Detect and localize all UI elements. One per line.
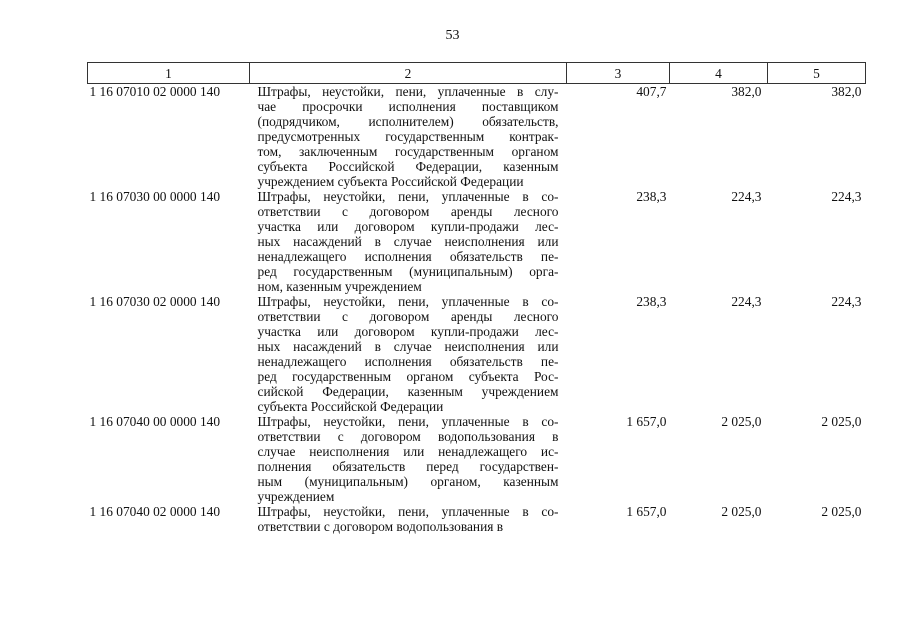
description-line: Штрафы, неустойки, пени, уплаченные в слу-	[257, 84, 559, 99]
amount-column-4-cell: 224,3	[731, 189, 762, 204]
description-line: чае просрочки исполнения поставщиком	[257, 99, 559, 114]
description-line: ред государственным (муниципальным) орга-	[257, 264, 559, 279]
description-line: Штрафы, неустойки, пени, уплаченные в со-	[257, 414, 559, 429]
amount-column-3-cell: 407,7	[636, 84, 667, 99]
amount-column-4-cell: 2 025,0	[721, 504, 762, 519]
budget-code-cell: 1 16 07040 02 0000 140	[89, 504, 221, 519]
description-line: ред государственным органом субъекта Рос-	[257, 369, 559, 384]
header-cell-2: 2	[250, 63, 567, 84]
amount-column-5-cell: 2 025,0	[821, 414, 862, 429]
amount-column-3-cell: 1 657,0	[626, 414, 667, 429]
description-line: ным (муниципальным) органом, казенным	[257, 474, 559, 489]
table-row	[88, 504, 866, 534]
description-line: ном, казенным учреждением	[257, 279, 422, 294]
description-line: ответствии с договором водопользования в	[257, 519, 504, 534]
description-line: Штрафы, неустойки, пени, уплаченные в со-	[257, 189, 559, 204]
amount-column-3-cell: 1 657,0	[626, 504, 667, 519]
description-line: ненадлежащего исполнения обязательств пе-	[257, 354, 559, 369]
description-line: учреждением субъекта Российской Федерации	[257, 174, 524, 189]
table-body	[88, 84, 866, 535]
description-line: полнения обязательств перед государствен-	[257, 459, 559, 474]
amount-column-5-cell: 2 025,0	[821, 504, 862, 519]
description-cell	[250, 504, 567, 534]
page-number: 53	[445, 28, 460, 43]
header-row	[88, 63, 866, 84]
budget-table	[87, 62, 866, 534]
table-row	[88, 84, 866, 190]
amount-column-5-cell: 382,0	[831, 84, 862, 99]
table-row	[88, 294, 866, 414]
budget-code-cell: 1 16 07030 02 0000 140	[89, 294, 221, 309]
amount-column-4-cell: 2 025,0	[721, 414, 762, 429]
description-line: том, заключенным государственным органом	[257, 144, 559, 159]
description-line: (подрядчиком, исполнителем) обязательств,	[257, 114, 559, 129]
amount-column-4-cell: 382,0	[731, 84, 762, 99]
header-cell-3: 3	[567, 63, 670, 84]
description-cell	[250, 84, 567, 190]
description-cell	[250, 294, 567, 414]
description-cell	[250, 414, 567, 504]
description-line: случае неисполнения или ненадлежащего ис-	[257, 444, 559, 459]
description-line: субъекта Российской Федерации, казенным	[257, 159, 559, 174]
amount-column-3-cell: 238,3	[636, 189, 667, 204]
budget-code-cell: 1 16 07040 00 0000 140	[89, 414, 221, 429]
amount-column-5-cell: 224,3	[831, 189, 862, 204]
budget-code-cell: 1 16 07030 00 0000 140	[89, 189, 221, 204]
amount-column-5-cell: 224,3	[831, 294, 862, 309]
description-line: учреждением	[257, 489, 335, 504]
description-line: ответствии с договором аренды лесного	[257, 204, 559, 219]
table-row	[88, 189, 866, 294]
description-line: ных насаждений в случае неисполнения или	[257, 339, 559, 354]
description-line: ответствии с договором аренды лесного	[257, 309, 559, 324]
description-cell	[250, 189, 567, 294]
description-line: ненадлежащего исполнения обязательств пе-	[257, 249, 559, 264]
amount-column-3-cell: 238,3	[636, 294, 667, 309]
description-line: участка или договором купли-продажи лес-	[257, 324, 559, 339]
header-cell-5: 5	[768, 63, 866, 84]
description-line: Штрафы, неустойки, пени, уплаченные в со-	[257, 504, 559, 519]
header-cell-1: 1	[88, 63, 250, 84]
description-line: предусмотренных государственным контрак-	[257, 129, 559, 144]
header-cell-4: 4	[670, 63, 768, 84]
description-line: Штрафы, неустойки, пени, уплаченные в со-	[257, 294, 559, 309]
description-line: субъекта Российской Федерации	[257, 399, 444, 414]
description-line: сийской Федерации, казенным учреждением	[257, 384, 559, 399]
table-row	[88, 414, 866, 504]
budget-code-cell: 1 16 07010 02 0000 140	[89, 84, 221, 99]
description-line: ных насаждений в случае неисполнения или	[257, 234, 559, 249]
description-line: участка или договором купли-продажи лес-	[257, 219, 559, 234]
description-line: ответствии с договором водопользования в	[257, 429, 559, 444]
amount-column-4-cell: 224,3	[731, 294, 762, 309]
